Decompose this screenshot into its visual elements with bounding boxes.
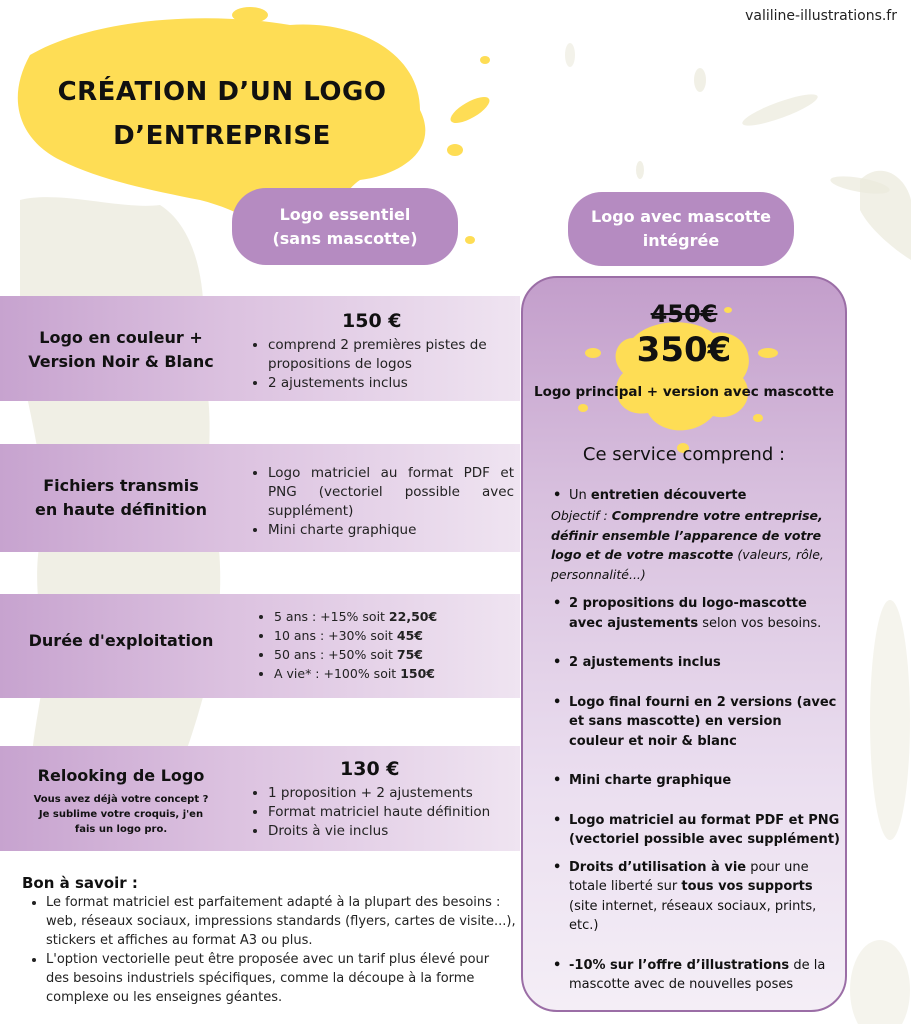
list-item: • Logo matriciel au format PDF et PNG (vectoriel possible avec supplément) [268, 464, 514, 521]
list-item: • 2 ajustements inclus [551, 653, 841, 673]
list-item: • A vie* : +100% soit 150€ [274, 664, 514, 683]
list-item: • Le format matriciel est parfaitement adapté à la plupart des besoins : web, réseaux sociaux, impressions standards (flyers, cartes de visite...), stickers et affiches au format A3 ou plus. [46, 893, 516, 950]
list-item: • 2 ajustements inclus [268, 374, 518, 393]
old-price: 450€ [650, 300, 718, 328]
list-item: • Logo final fourni en 2 versions (avec et sans mascotte) en version couleur et noir & blanc [551, 693, 841, 752]
row-label-duration: Durée d'exploitation [28, 631, 214, 650]
row-label-color: Logo en couleur + Version Noir & Blanc [28, 328, 214, 371]
row-duration [0, 594, 520, 698]
list-item: • 50 ans : +50% soit 75€ [274, 645, 514, 664]
good-to-know-list [30, 893, 516, 1007]
list-item: • 1 proposition + 2 ajustements [268, 784, 518, 803]
list-item: • -10% sur l’offre d’illustrations de la mascotte avec de nouvelles poses [551, 956, 841, 995]
price-relooking: 130 € [340, 758, 400, 780]
row-label-files: Fichiers transmis en haute définition [34, 476, 207, 519]
list-duration [258, 607, 514, 683]
mascot-features-list [551, 486, 841, 506]
card-subtitle: Logo principal + version avec mascotte [534, 384, 834, 400]
mascot-offer-card [521, 276, 847, 1012]
list-files [252, 464, 514, 540]
list-item: • L'option vectorielle peut être proposée avec un tarif plus élevé pour des besoins industriels spécifiques, comme la découpe à la forme complexe ou les enseignes géantes. [46, 950, 516, 1007]
row-relooking [0, 746, 520, 851]
list-item: • 10 ans : +30% soit 45€ [274, 626, 514, 645]
list-item: • 2 propositions du logo-mascotte avec ajustements selon vos besoins. [551, 594, 841, 633]
list-item: • Mini charte graphique [268, 521, 514, 540]
column-header-essential: Logo essentiel (sans mascotte) [232, 188, 458, 265]
list-item: • Droits d’utilisation à vie pour une totale liberté sur tous vos supports (site internet, réseaux sociaux, prints, etc.) [551, 858, 841, 936]
mascot-features-list-2 [551, 594, 841, 995]
page-title: CRÉATION D’UN LOGO D’ENTREPRISE [57, 77, 387, 151]
list-relooking [252, 784, 518, 841]
row-files [0, 444, 520, 552]
row-color [0, 296, 520, 401]
list-item: • 5 ans : +15% soit 22,50€ [274, 607, 514, 626]
site-url[interactable]: valiline-illustrations.fr [745, 8, 897, 24]
row-label-relooking [8, 764, 234, 837]
relooking-subtitle: Vous avez déjà votre concept ? Je sublime votre croquis, j'en fais un logo pro. [33, 794, 209, 835]
list-color [252, 336, 518, 393]
list-item: • Droits à vie inclus [268, 822, 518, 841]
price-color: 150 € [342, 310, 402, 332]
list-item: • Logo matriciel au format PDF et PNG (vectoriel possible avec supplément) [551, 811, 841, 850]
list-item: • Mini charte graphique [551, 771, 841, 791]
objective-text: Objectif : Comprendre votre entreprise, définir ensemble l’apparence de votre logo et de votre mascotte (valeurs, rôle, personnalité...) [551, 508, 824, 582]
card-heading: Ce service comprend : [582, 444, 786, 465]
list-item: • Un entretien découverte [551, 486, 841, 506]
list-item: • Format matriciel haute définition [268, 803, 518, 822]
list-item: • comprend 2 premières pistes de propositions de logos [268, 336, 518, 374]
new-price: 350€ [636, 330, 732, 370]
column-header-mascot: Logo avec mascotte intégrée [568, 192, 794, 266]
relooking-title: Relooking de Logo [37, 766, 205, 785]
good-to-know-title: Bon à savoir : [22, 874, 138, 892]
